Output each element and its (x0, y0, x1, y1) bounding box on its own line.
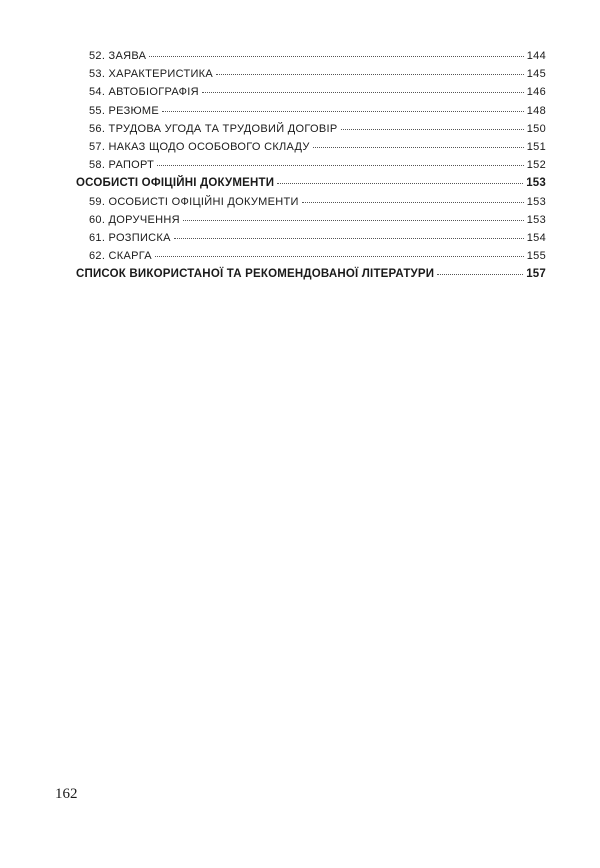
dot-leader (174, 238, 524, 239)
toc-entry-title: 60. ДОРУЧЕННЯ (89, 213, 180, 226)
dot-leader (341, 129, 524, 130)
toc-section-heading (76, 177, 546, 195)
toc-entry-page: 146 (526, 86, 546, 99)
toc-entry-page: 145 (526, 68, 546, 81)
toc-entry-page: 153 (526, 213, 546, 226)
dot-leader (149, 56, 523, 57)
toc-entry (76, 196, 546, 214)
page-number: 162 (55, 786, 78, 802)
toc-entry-title: 58. РАПОРТ (89, 159, 155, 172)
toc-entry-title: 59. ОСОБИСТІ ОФІЦІЙНІ ДОКУМЕНТИ (89, 195, 299, 208)
toc-entry-title: 55. РЕЗЮМЕ (89, 104, 160, 117)
toc-entry (76, 250, 546, 268)
toc-entry-page: 154 (526, 231, 546, 244)
table-of-contents (76, 50, 546, 286)
toc-entry-title: 61. РОЗПИСКА (89, 231, 171, 244)
toc-entry-page: 152 (526, 159, 546, 172)
dot-leader (162, 111, 524, 112)
toc-entry (76, 141, 546, 159)
toc-entry (76, 159, 546, 177)
dot-leader (216, 74, 524, 75)
dot-leader (437, 274, 523, 275)
toc-entry-title: 52. ЗАЯВА (89, 50, 147, 62)
toc-entry (76, 123, 546, 141)
toc-section-page: 153 (526, 177, 546, 190)
dot-leader (277, 183, 523, 184)
dot-leader (183, 220, 524, 221)
toc-entry-page: 153 (526, 195, 546, 208)
toc-entry-page: 155 (526, 250, 546, 263)
toc-section-heading (76, 268, 546, 286)
dot-leader (313, 147, 524, 148)
toc-section-title: СПИСОК ВИКОРИСТАНОЇ ТА РЕКОМЕНДОВАНОЇ ЛІТЕРАТУРИ (76, 268, 435, 281)
toc-entry-title: 54. АВТОБІОГРАФІЯ (89, 86, 199, 99)
toc-entry (76, 50, 546, 68)
dot-leader (157, 165, 524, 166)
dot-leader (155, 256, 524, 257)
toc-entry-page: 148 (526, 104, 546, 117)
toc-entry-title: 56. ТРУДОВА УГОДА ТА ТРУДОВИЙ ДОГОВІР (89, 122, 338, 135)
toc-entry (76, 86, 546, 104)
dot-leader (202, 92, 524, 93)
toc-entry (76, 105, 546, 123)
dot-leader (302, 202, 524, 203)
toc-entry (76, 214, 546, 232)
toc-entry-page: 150 (526, 122, 546, 135)
toc-entry-title: 62. СКАРГА (89, 250, 152, 263)
toc-entry-page: 144 (526, 50, 546, 62)
toc-section-title: ОСОБИСТІ ОФІЦІЙНІ ДОКУМЕНТИ (76, 177, 275, 190)
toc-entry (76, 232, 546, 250)
toc-entry (76, 68, 546, 86)
toc-section-page: 157 (526, 268, 546, 281)
toc-entry-title: 57. НАКАЗ ЩОДО ОСОБОВОГО СКЛАДУ (89, 140, 310, 153)
toc-entry-page: 151 (526, 140, 546, 153)
toc-entry-title: 53. ХАРАКТЕРИСТИКА (89, 68, 214, 81)
